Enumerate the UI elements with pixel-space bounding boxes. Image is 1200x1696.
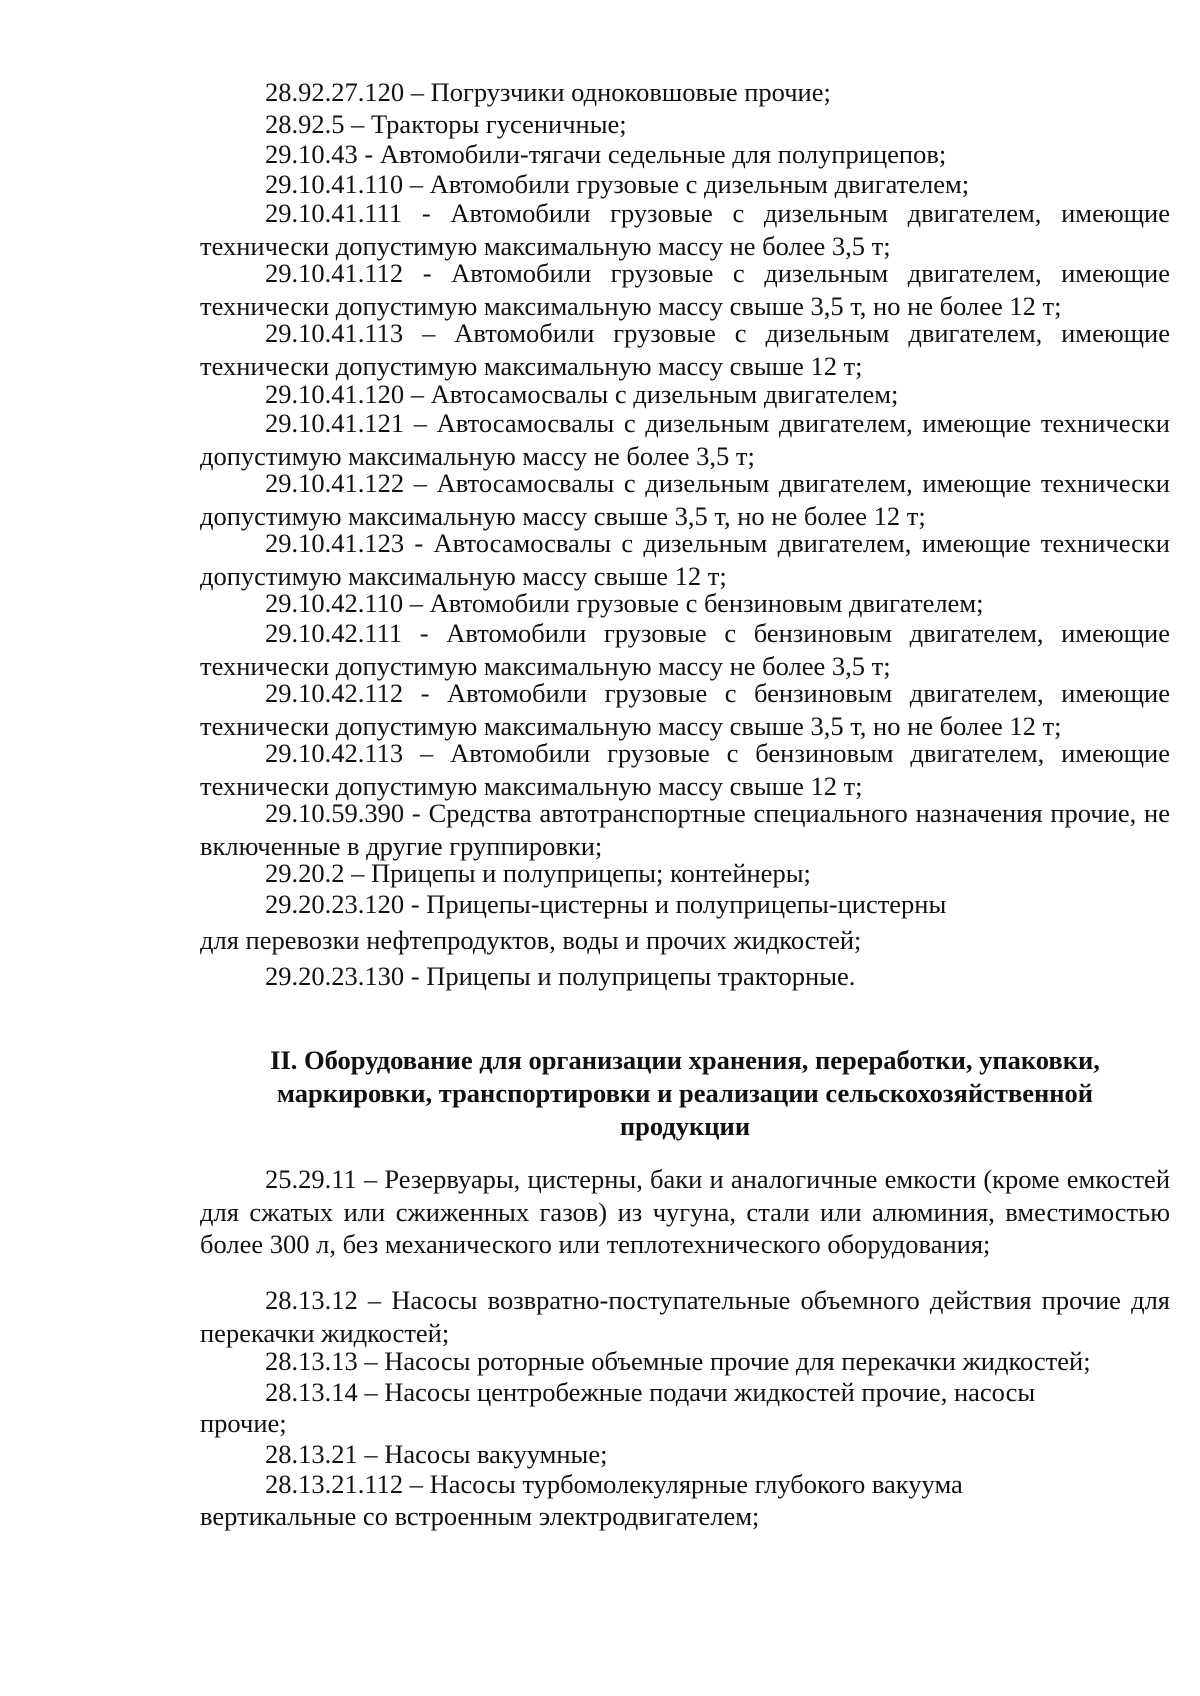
list-item: 29.10.41.120 – Автосамосвалы с дизельным двигателем; bbox=[265, 379, 899, 409]
list-item: 29.10.41.112 - Автомобили грузовые с дизельным двигателем, имеющие технически допустимую максимальную массу свыше 3,5 т, но не более 12 т; bbox=[200, 258, 1170, 321]
list-item: 29.10.59.390 - Средства автотранспортные специального назначения прочие, не включенные в другие группировки; bbox=[200, 798, 1170, 861]
list-item-line: прочие; bbox=[200, 1408, 287, 1438]
list-item: 29.10.41.121 – Автосамосвалы с дизельным двигателем, имеющие технически допустимую максимальную массу не более 3,5 т; bbox=[200, 408, 1170, 471]
list-item: 29.10.43 - Автомобили-тягачи седельные для полуприцепов; bbox=[265, 139, 947, 169]
list-item-line: 28.13.21.112 – Насосы турбомолекулярные глубокого вакуума bbox=[265, 1469, 963, 1499]
list-item: 25.29.11 – Резервуары, цистерны, баки и аналогичные емкости (кроме емкостей для сжатых или сжиженных газов) из чугуна, стали или алюминия, вместимостью более 300 л, без механического или теплотехнического оборудования; bbox=[200, 1164, 1170, 1259]
section-heading bbox=[200, 1044, 1170, 1143]
list-item: 29.20.23.130 - Прицепы и полуприцепы тракторные. bbox=[265, 961, 856, 991]
list-item-line: вертикальные со встроенным электродвигателем; bbox=[200, 1501, 760, 1531]
list-item: 28.92.5 – Тракторы гусеничные; bbox=[265, 109, 627, 139]
list-item: 29.10.41.122 – Автосамосвалы с дизельным двигателем, имеющие технически допустимую максимальную массу свыше 3,5 т, но не более 12 т; bbox=[200, 468, 1170, 531]
list-item: 28.13.21 – Насосы вакуумные; bbox=[265, 1439, 608, 1469]
section-heading-line: II. Оборудование для организации хранения, переработки, упаковки, bbox=[270, 1045, 1100, 1075]
list-item: 29.10.41.113 – Автомобили грузовые с дизельным двигателем, имеющие технически допустимую максимальную массу свыше 12 т; bbox=[200, 318, 1170, 381]
list-item: 29.10.42.113 – Автомобили грузовые с бензиновым двигателем, имеющие технически допустимую максимальную массу свыше 12 т; bbox=[200, 738, 1170, 801]
list-item: 29.10.42.112 - Автомобили грузовые с бензиновым двигателем, имеющие технически допустимую максимальную массу свыше 3,5 т, но не более 12 т; bbox=[200, 678, 1170, 741]
list-item: 28.13.13 – Насосы роторные объемные прочие для перекачки жидкостей; bbox=[265, 1346, 1091, 1376]
list-item-line: для перевозки нефтепродуктов, воды и прочих жидкостей; bbox=[200, 925, 862, 955]
list-item: 29.10.41.123 - Автосамосвалы с дизельным двигателем, имеющие технически допустимую максимальную массу свыше 12 т; bbox=[200, 528, 1170, 591]
section-heading-line: маркировки, транспортировки и реализации сельскохозяйственной bbox=[276, 1078, 1094, 1108]
list-item-line: 29.20.23.120 - Прицепы-цистерны и полуприцепы-цистерны bbox=[265, 889, 947, 919]
list-item: 28.92.27.120 – Погрузчики одноковшовые прочие; bbox=[265, 77, 831, 107]
list-item: 29.10.42.111 - Автомобили грузовые с бензиновым двигателем, имеющие технически допустимую максимальную массу не более 3,5 т; bbox=[200, 618, 1170, 681]
list-item-line: 28.13.14 – Насосы центробежные подачи жидкостей прочие, насосы bbox=[265, 1377, 1036, 1407]
list-item: 29.10.41.110 – Автомобили грузовые с дизельным двигателем; bbox=[265, 169, 970, 199]
section-heading-line: продукции bbox=[619, 1111, 751, 1141]
list-item: 29.10.42.110 – Автомобили грузовые с бензиновым двигателем; bbox=[265, 588, 984, 618]
list-item: 28.13.12 – Насосы возвратно-поступательные объемного действия прочие для перекачки жидкостей; bbox=[200, 1285, 1170, 1348]
list-item: 29.20.2 – Прицепы и полуприцепы; контейнеры; bbox=[265, 858, 811, 888]
list-item: 29.10.41.111 - Автомобили грузовые с дизельным двигателем, имеющие технически допустимую максимальную массу не более 3,5 т; bbox=[200, 198, 1170, 261]
